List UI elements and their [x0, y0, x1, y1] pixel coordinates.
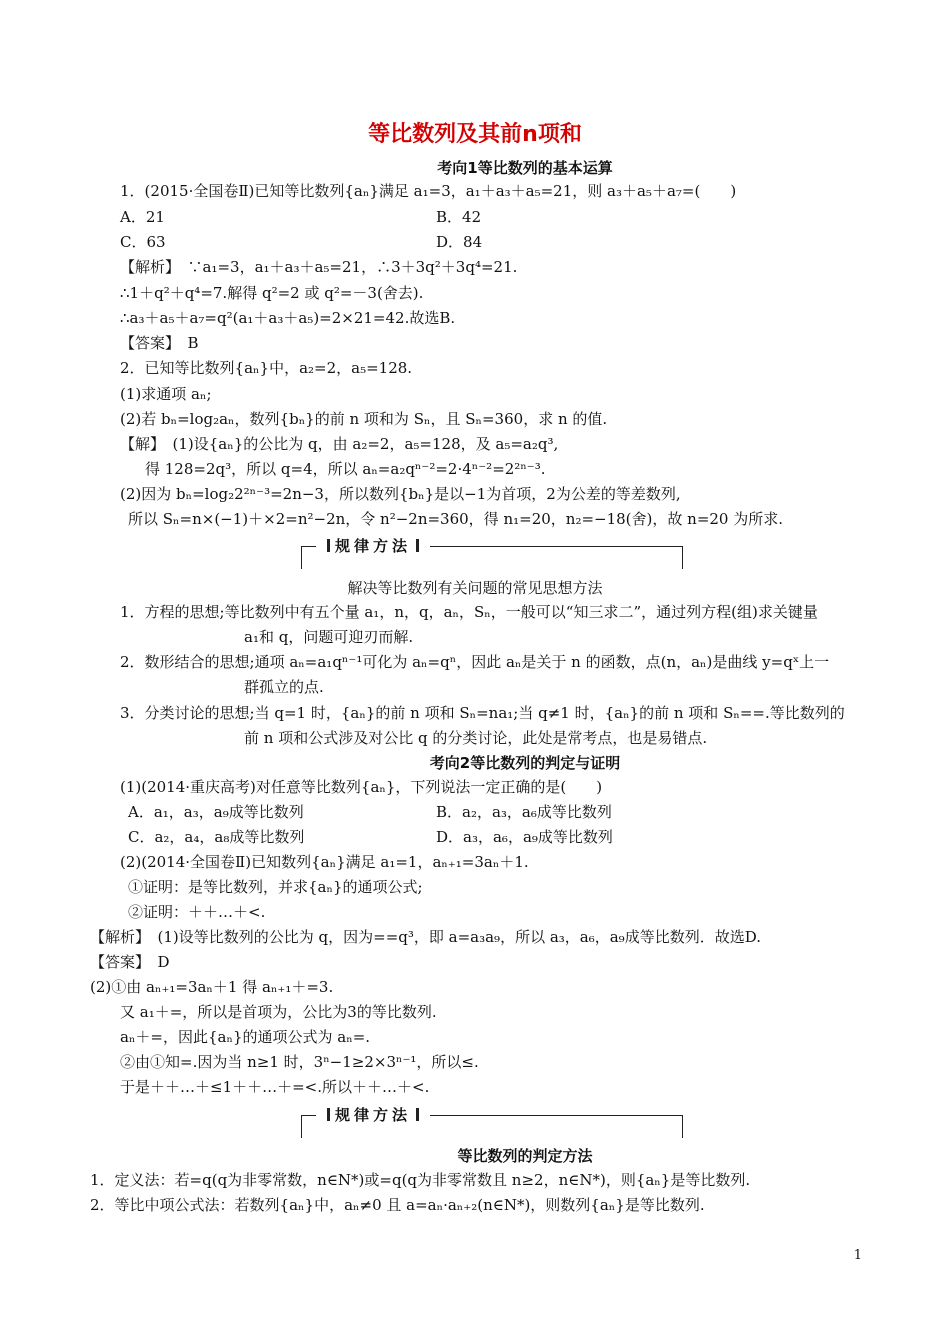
rule-box-2: [301, 1106, 683, 1138]
page-number: 1: [853, 1248, 862, 1263]
rule-box-1: [301, 537, 683, 569]
rule-label-2: 规律方法: [316, 1105, 430, 1125]
q3-claim-1: ①证明：是等比数列，并求{aₙ}的通项公式;: [128, 878, 423, 896]
q3-answer: 【答案】 D: [90, 953, 170, 971]
q2-solution-line-1: 【解】 (1)设{aₙ}的公比为 q，由 a₂=2，a₅=128，及 a₅=a₂q³,: [120, 435, 559, 453]
method1-item-1-cont: a₁和 q，问题可迎刃而解.: [244, 628, 414, 646]
q3-proof-line-3: aₙ＋=，因此{aₙ}的通项公式为 aₙ=.: [120, 1028, 371, 1046]
q2-part-1: (1)求通项 aₙ;: [120, 385, 212, 403]
q2-part-2: (2)若 bₙ=log₂aₙ，数列{bₙ}的前 n 项和为 Sₙ，且 Sₙ=360，求 n 的值.: [120, 410, 608, 428]
q3-stem-2: (2)(2014·全国卷Ⅱ)已知数列{aₙ}满足 a₁=1，aₙ₊₁=3aₙ＋1.: [120, 853, 529, 871]
q2-stem: 2．已知等比数列{aₙ}中，a₂=2，a₅=128.: [120, 359, 413, 377]
method2-item-1: 1．定义法：若=q(q为非零常数，n∈N*)或=q(q为非零常数且 n≥2，n∈N*)，则{aₙ}是等比数列.: [90, 1171, 751, 1189]
method1-heading: 解决等比数列有关问题的常见思想方法: [347, 579, 603, 597]
q2-solution-line-2: 得 128=2q³，所以 q=4，所以 aₙ=a₂qⁿ⁻²=2·4ⁿ⁻²=2²ⁿ⁻³.: [145, 460, 546, 478]
q1-solution-line-1: 【解析】 ∵a₁=3，a₁＋a₃＋a₅=21，∴3＋3q²＋3q⁴=21.: [120, 258, 518, 276]
q1-solution-line-3: ∴a₃＋a₅＋a₇=q²(a₁＋a₃＋a₅)=2×21=42.故选B.: [120, 309, 456, 327]
q3-option-a: A．a₁，a₃，a₉成等比数列: [128, 803, 304, 821]
method2-item-2: 2．等比中项公式法：若数列{aₙ}中，aₙ≠0 且 a=aₙ·aₙ₊₂(n∈N*)，则数列{aₙ}是等比数列.: [90, 1196, 705, 1214]
q3-proof-line-2: 又 a₁＋=，所以是首项为，公比为3的等比数列.: [120, 1003, 437, 1021]
method1-item-2: 2．数形结合的思想;通项 aₙ=a₁qⁿ⁻¹可化为 aₙ=qⁿ，因此 aₙ是关于 n 的函数，点(n，aₙ)是曲线 y=qˣ上一: [120, 653, 830, 671]
q1-solution-line-2: ∴1＋q²＋q⁴=7.解得 q²=2 或 q²=－3(舍去).: [120, 284, 424, 302]
q3-stem-1: (1)(2014·重庆高考)对任意等比数列{aₙ}，下列说法一定正确的是( ): [120, 778, 603, 796]
q2-solution-line-3: (2)因为 bₙ=log₂2²ⁿ⁻³=2n−3，所以数列{bₙ}是以−1为首项，2为公差的等差数列,: [120, 485, 681, 503]
section-heading-1: 考向1等比数列的基本运算: [437, 159, 613, 177]
q1-option-a: A．21: [120, 208, 165, 226]
q1-stem: 1．(2015·全国卷Ⅱ)已知等比数列{aₙ}满足 a₁=3，a₁＋a₃＋a₅=21，则 a₃＋a₅＋a₇=( ): [120, 182, 737, 200]
q3-proof-line-4: ②由①知=.因为当 n≥1 时，3ⁿ−1≥2×3ⁿ⁻¹，所以≤.: [120, 1053, 479, 1071]
q2-solution-line-4: 所以 Sₙ=n×(−1)＋×2=n²−2n，令 n²−2n=360，得 n₁=20，n₂=−18(舍)，故 n=20 为所求.: [128, 510, 784, 528]
method1-item-3-cont: 前 n 项和公式涉及对公比 q 的分类讨论，此处是常考点，也是易错点.: [244, 729, 708, 747]
method1-item-1: 1．方程的思想;等比数列中有五个量 a₁，n，q，aₙ，Sₙ，一般可以“知三求二”，通过列方程(组)求关键量: [120, 603, 818, 621]
q3-option-d: D．a₃，a₆，a₉成等比数列: [436, 828, 613, 846]
q3-option-b: B．a₂，a₃，a₆成等比数列: [436, 803, 612, 821]
q3-solution: 【解析】 (1)设等比数列的公比为 q，因为==q³，即 a=a₃a₉，所以 a₃，a₆，a₉成等比数列．故选D.: [90, 928, 761, 946]
q1-option-b: B．42: [436, 208, 482, 226]
method1-item-2-cont: 群孤立的点.: [244, 678, 324, 696]
q1-option-c: C．63: [120, 233, 166, 251]
q1-answer: 【答案】 B: [120, 334, 199, 352]
page-title: 等比数列及其前n项和: [368, 122, 582, 147]
q3-option-c: C．a₂，a₄，a₈成等比数列: [128, 828, 305, 846]
method1-item-3: 3．分类讨论的思想;当 q=1 时，{aₙ}的前 n 项和 Sₙ=na₁;当 q≠1 时，{aₙ}的前 n 项和 Sₙ==.等比数列的: [120, 704, 845, 722]
q3-proof-line-1: (2)①由 aₙ₊₁=3aₙ＋1 得 aₙ₊₁＋=3.: [90, 978, 334, 996]
q1-option-d: D．84: [436, 233, 483, 251]
q3-claim-2: ②证明：＋＋…＋<.: [128, 903, 266, 921]
section-heading-2: 考向2等比数列的判定与证明: [429, 754, 621, 772]
q3-proof-line-5: 于是＋＋…＋≤1＋＋…＋=<.所以＋＋…＋<.: [120, 1078, 430, 1096]
method2-heading: 等比数列的判定方法: [457, 1147, 593, 1165]
rule-label-1: 规律方法: [316, 536, 430, 556]
